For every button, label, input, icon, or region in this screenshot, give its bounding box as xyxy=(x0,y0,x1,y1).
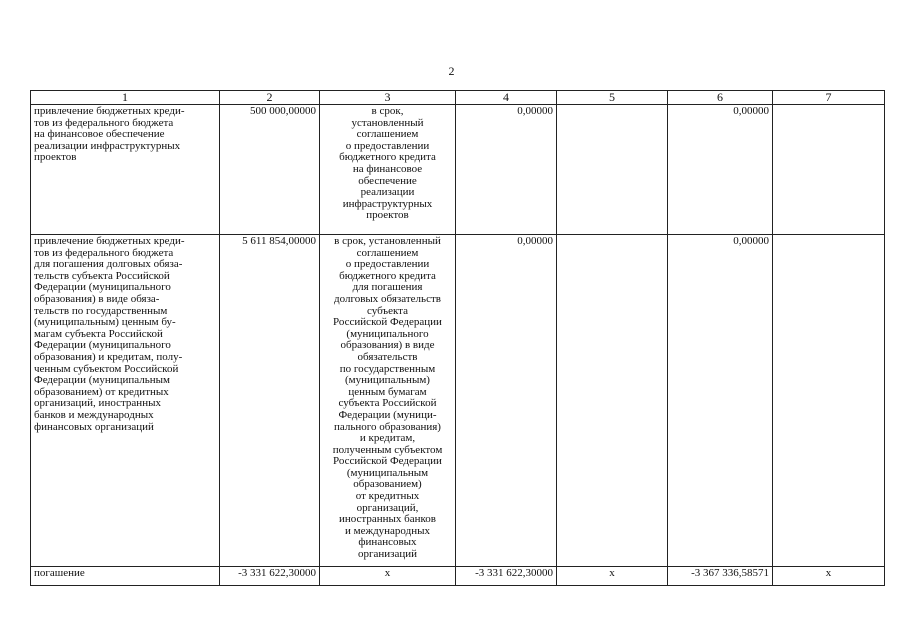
col5-cell xyxy=(557,105,668,235)
row-name-text: привлечение бюджетных креди- тов из федерального бюджета на финансовое обеспечение реализации инфраструктурных проектов xyxy=(34,105,185,164)
row-name-cell xyxy=(31,105,220,235)
col6-cell: -3 367 336,58571 xyxy=(668,567,773,586)
table-row xyxy=(31,235,885,567)
col7-cell xyxy=(773,105,885,235)
page-number: 2 xyxy=(448,64,455,78)
col7-cell: x xyxy=(773,567,885,586)
amount-cell: 5 611 854,00000 xyxy=(220,235,320,567)
column-header: 5 xyxy=(557,91,668,105)
term-cell: x xyxy=(320,567,456,586)
col4-cell: 0,00000 xyxy=(456,105,557,235)
col6-cell: 0,00000 xyxy=(668,235,773,567)
column-header: 4 xyxy=(456,91,557,105)
term-cell xyxy=(320,105,456,235)
term-text: в срок, установленный соглашением о предоставлении бюджетного кредита на финансовое обеспечение реализации инфраструктурных проектов xyxy=(339,105,436,222)
column-header: 7 xyxy=(773,91,885,105)
col7-cell xyxy=(773,235,885,567)
amount-cell: 500 000,00000 xyxy=(220,105,320,235)
budget-credits-table xyxy=(30,90,885,586)
col6-cell: 0,00000 xyxy=(668,105,773,235)
column-header: 3 xyxy=(320,91,456,105)
term-text: в срок, установленный соглашением о предоставлении бюджетного кредита для погашения долговых обязательств субъекта Российской Федерации (муниципального образования) в виде обязательств по государственным (муниципальным) ценным бумагам субъекта Российской Федерации (муници- пального образования) и кредитам, полученным субъектом Российской Федерации (муниципальным образованием) от кредитных организаций, иностранных банков и международных финансовых организаций xyxy=(332,235,443,561)
amount-cell: -3 331 622,30000 xyxy=(220,567,320,586)
table-row xyxy=(31,567,885,586)
col4-cell: -3 331 622,30000 xyxy=(456,567,557,586)
col4-cell: 0,00000 xyxy=(456,235,557,567)
term-cell xyxy=(320,235,456,567)
column-header: 1 xyxy=(31,91,220,105)
table-header-row xyxy=(31,91,885,105)
table-row xyxy=(31,105,885,235)
col5-cell: x xyxy=(557,567,668,586)
column-header: 6 xyxy=(668,91,773,105)
row-name-cell: погашение xyxy=(31,567,220,586)
row-name-text: привлечение бюджетных креди- тов из федерального бюджета для погашения долговых обяза- тельств субъекта Российской Федерации (муниципального образования) в виде обяза- тельств по государственным (муниципальным) ценным бу- магам субъекта Российской Федерации (муниципального образования) и кредитам, полу- ченным субъектом Российской Федерации (муниципальным образованием) от кредитных организаций, иностранных банков и международных финансовых организаций xyxy=(34,235,185,433)
row-name-cell xyxy=(31,235,220,567)
col5-cell xyxy=(557,235,668,567)
column-header: 2 xyxy=(220,91,320,105)
